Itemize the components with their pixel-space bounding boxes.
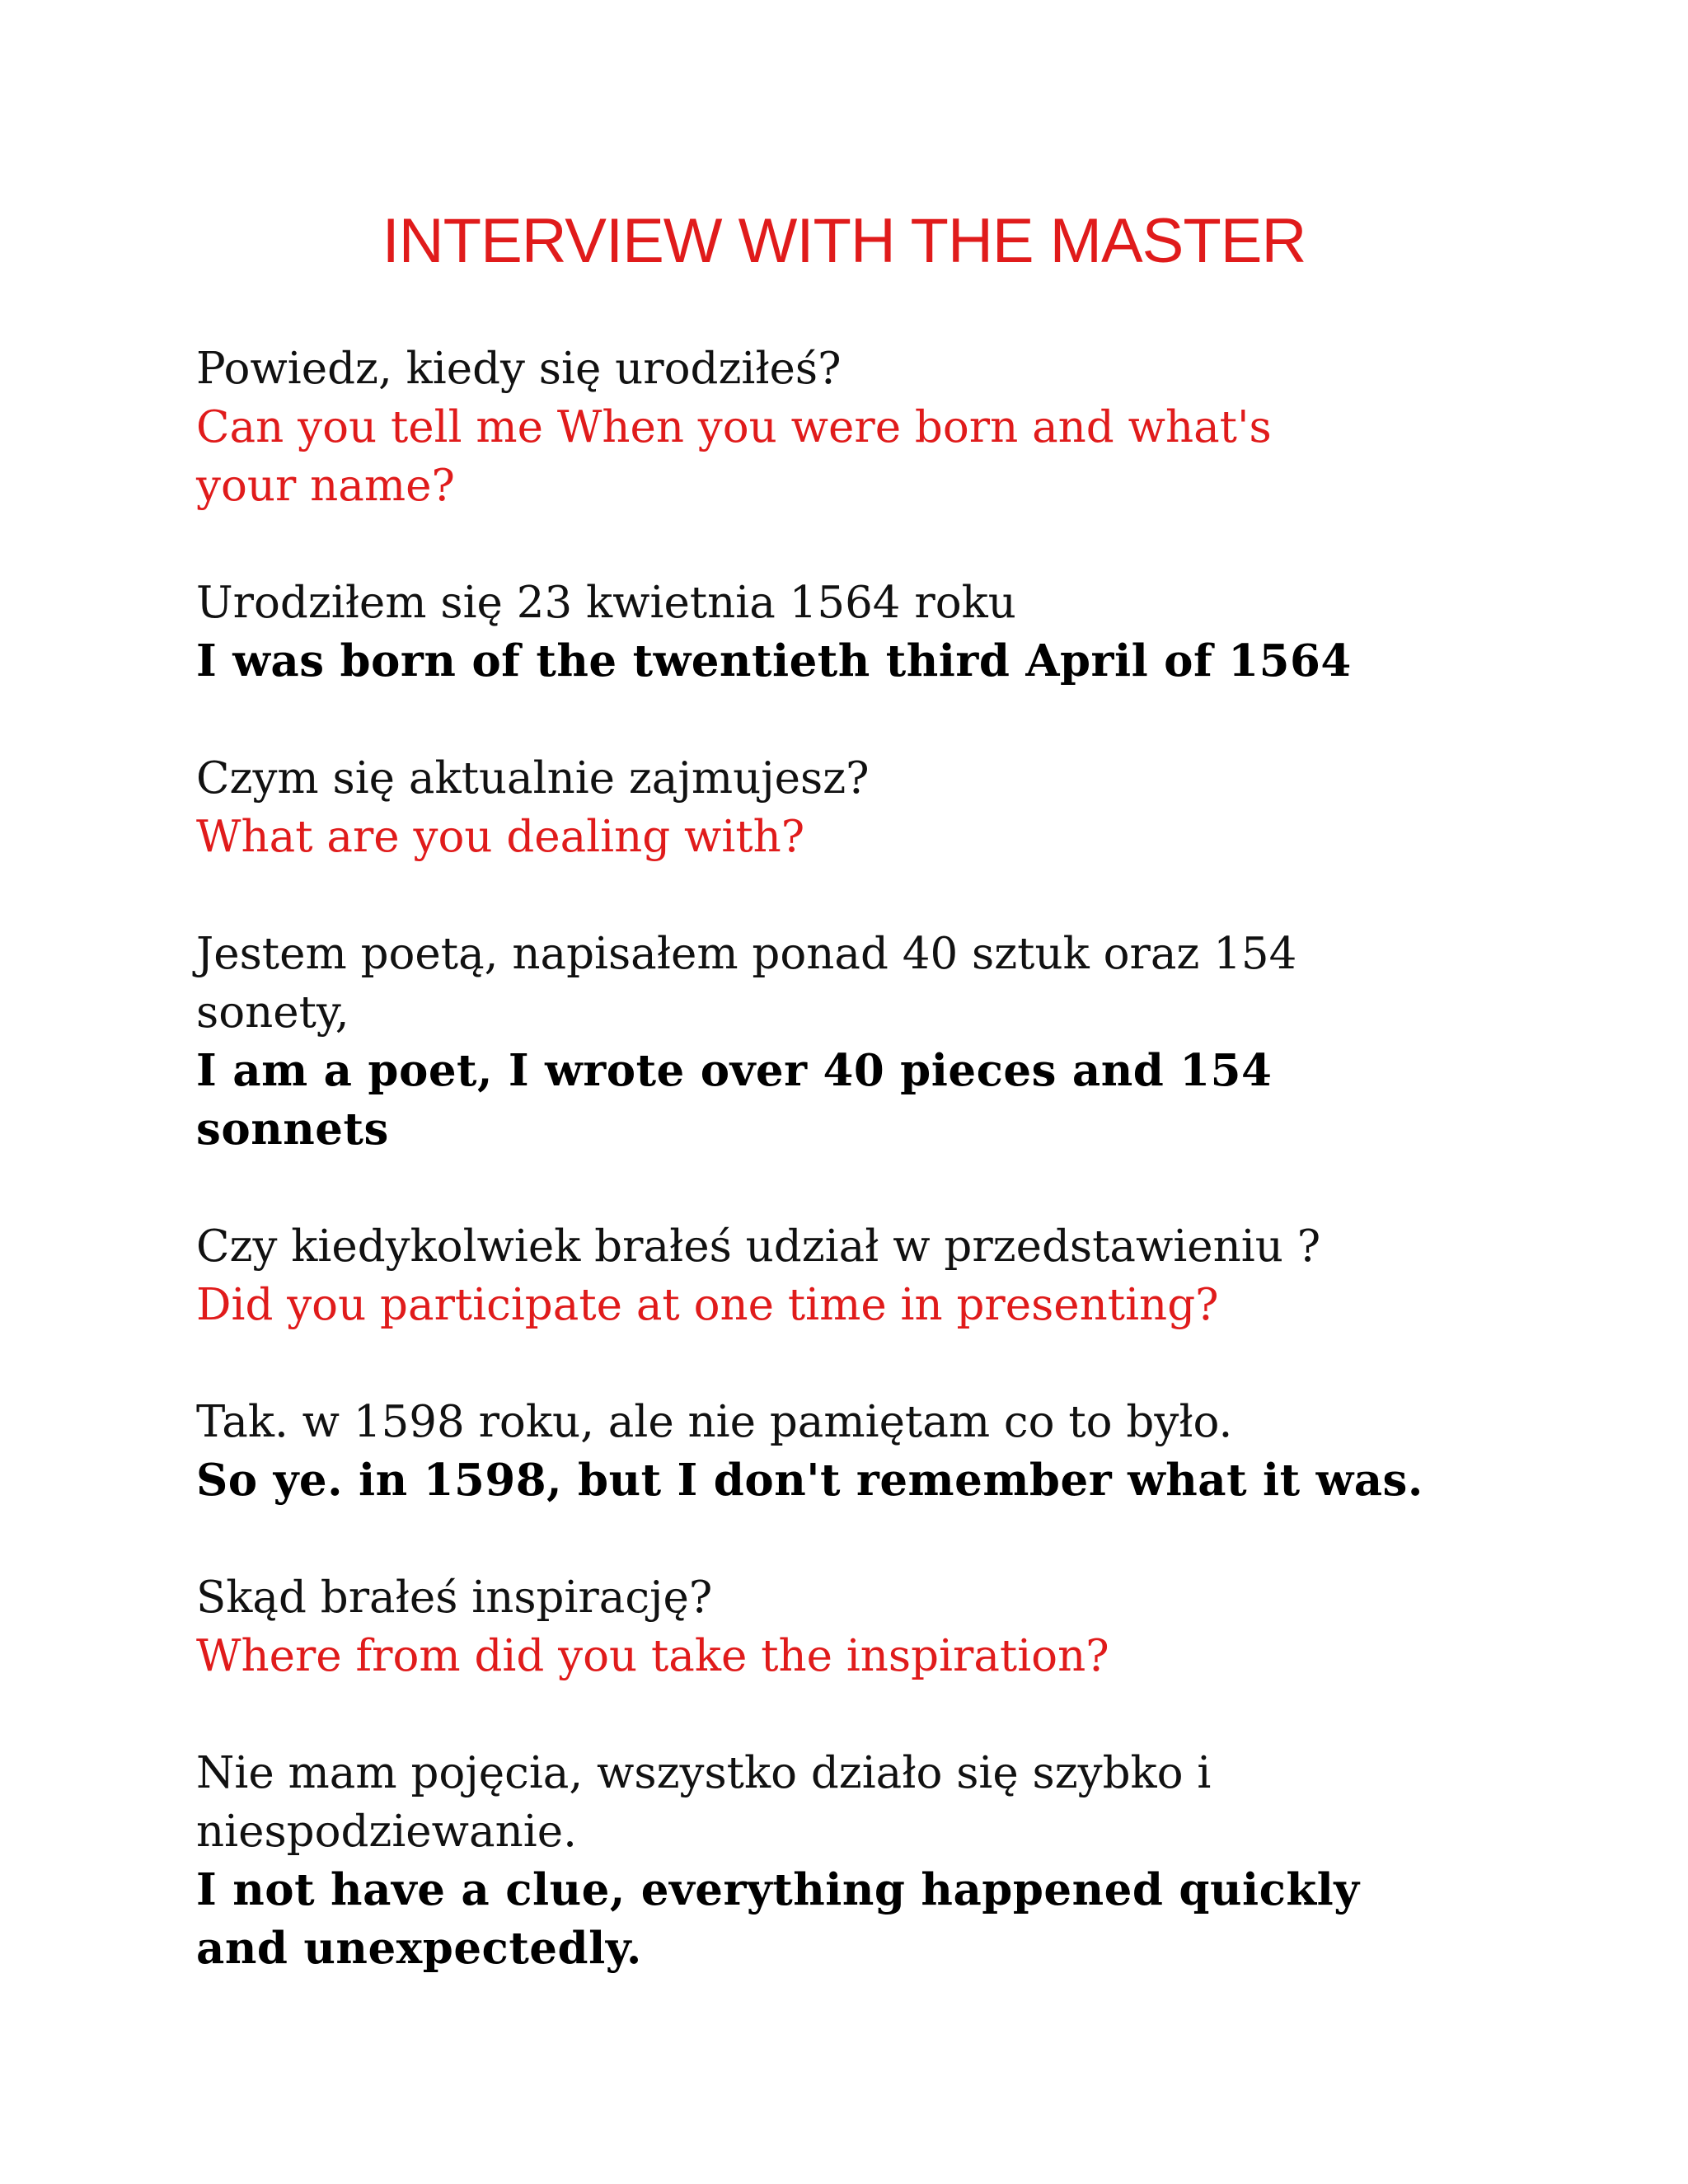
answer-line: and unexpectedly. xyxy=(196,1923,642,1974)
polish-line: Czy kiedykolwiek brałeś udział w przedstawieniu ? xyxy=(196,1221,1321,1272)
polish-line: Jestem poetą, napisałem ponad 40 sztuk oraz 154 xyxy=(196,929,1297,979)
polish-line: Urodziłem się 23 kwietnia 1564 roku xyxy=(196,578,1016,628)
paragraph-gap xyxy=(196,1685,1515,1744)
paragraph-gap xyxy=(196,691,1515,749)
question-line: Can you tell me When you were born and what's xyxy=(196,402,1272,452)
answer-line: I was born of the twentieth third April of 1564 xyxy=(196,635,1352,687)
answer-line: I not have a clue, everything happened quickly xyxy=(196,1864,1360,1915)
answer-line: sonnets xyxy=(196,1104,389,1155)
paragraph-gap xyxy=(196,1159,1515,1217)
paragraph-gap xyxy=(196,866,1515,925)
polish-line: Czym się aktualnie zajmujesz? xyxy=(196,753,870,804)
paragraph-gap xyxy=(196,1510,1515,1568)
page-title: INTERVIEW WITH THE MASTER xyxy=(382,206,1306,276)
polish-line: sonety, xyxy=(196,987,349,1038)
polish-line: Tak. w 1598 roku, ale nie pamiętam co to było. xyxy=(196,1397,1233,1447)
question-line: Did you participate at one time in presenting? xyxy=(196,1280,1219,1330)
question-line: What are you dealing with? xyxy=(196,812,805,862)
paragraph-gap xyxy=(196,1334,1515,1393)
question-line: Where from did you take the inspiration? xyxy=(196,1631,1109,1681)
paragraph-gap xyxy=(196,515,1515,574)
answer-line: I am a poet, I wrote over 40 pieces and 154 xyxy=(196,1045,1273,1096)
polish-line: Skąd brałeś inspirację? xyxy=(196,1572,713,1623)
polish-line: Nie mam pojęcia, wszystko działo się szybko i xyxy=(196,1748,1212,1798)
question-line: your name? xyxy=(196,461,455,511)
polish-line: Powiedz, kiedy się urodziłeś? xyxy=(196,344,842,394)
interview-body xyxy=(196,340,1515,1978)
answer-line: So ye. in 1598, but I don't remember what it was. xyxy=(196,1455,1423,1506)
polish-line: niespodziewanie. xyxy=(196,1807,577,1857)
